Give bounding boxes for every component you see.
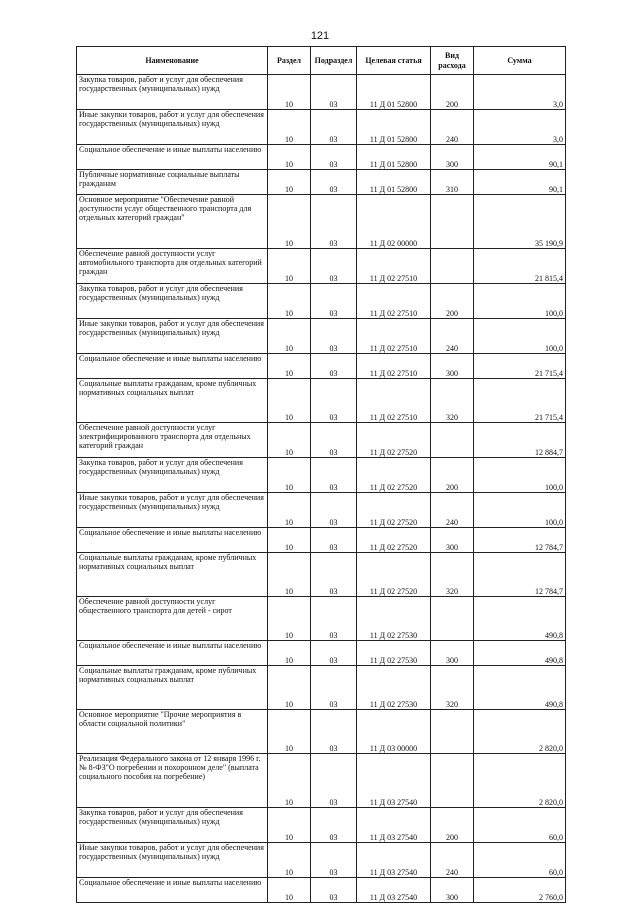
row-name: Закупка товаров, работ и услуг для обеспечения государственных (муниципальных) нужд (77, 284, 268, 319)
row-name: Социальное обеспечение и иные выплаты населению (77, 145, 268, 170)
row-sum: 100,0 (474, 319, 566, 354)
row-subsection: 03 (311, 170, 357, 195)
row-name: Закупка товаров, работ и услуг для обеспечения государственных (муниципальных) нужд (77, 808, 268, 843)
row-target: 11 Д 02 27530 (357, 597, 431, 641)
header-expense-type: Вид расхода (431, 47, 474, 75)
row-section: 10 (268, 597, 311, 641)
row-sum: 12 784,7 (474, 528, 566, 553)
row-section: 10 (268, 666, 311, 710)
table-row (77, 319, 566, 354)
row-sum: 21 815,4 (474, 249, 566, 284)
row-expense-type: 310 (431, 170, 474, 195)
row-section: 10 (268, 528, 311, 553)
row-target: 11 Д 02 27530 (357, 641, 431, 666)
row-expense-type (431, 597, 474, 641)
row-section: 10 (268, 145, 311, 170)
row-section: 10 (268, 553, 311, 597)
table-row (77, 195, 566, 249)
row-expense-type: 300 (431, 528, 474, 553)
row-name: Обеспечение равной доступности услуг автомобильного транспорта для отдельных категорий граждан (77, 249, 268, 284)
row-section: 10 (268, 641, 311, 666)
row-subsection: 03 (311, 493, 357, 528)
row-expense-type: 200 (431, 458, 474, 493)
row-sum: 490,8 (474, 666, 566, 710)
page-number: 121 (310, 30, 330, 42)
row-target: 11 Д 03 00000 (357, 710, 431, 754)
row-target: 11 Д 02 27520 (357, 528, 431, 553)
row-subsection: 03 (311, 843, 357, 878)
row-target: 11 Д 02 27520 (357, 493, 431, 528)
row-expense-type: 200 (431, 75, 474, 110)
row-sum: 2 820,0 (474, 754, 566, 808)
table-row (77, 249, 566, 284)
row-section: 10 (268, 319, 311, 354)
row-sum: 90,1 (474, 145, 566, 170)
row-subsection: 03 (311, 528, 357, 553)
row-subsection: 03 (311, 145, 357, 170)
row-name: Иные закупки товаров, работ и услуг для обеспечения государственных (муниципальных) нужд (77, 493, 268, 528)
row-subsection: 03 (311, 284, 357, 319)
header-section: Раздел (268, 47, 311, 75)
row-section: 10 (268, 493, 311, 528)
row-sum: 12 784,7 (474, 553, 566, 597)
row-subsection: 03 (311, 597, 357, 641)
table-row (77, 597, 566, 641)
row-target: 11 Д 01 52800 (357, 75, 431, 110)
row-sum: 2 760,0 (474, 878, 566, 903)
row-target: 11 Д 03 27540 (357, 754, 431, 808)
row-name: Социальные выплаты гражданам, кроме публичных нормативных социальных выплат (77, 379, 268, 423)
row-target: 11 Д 02 00000 (357, 195, 431, 249)
row-subsection: 03 (311, 458, 357, 493)
row-section: 10 (268, 170, 311, 195)
row-target: 11 Д 02 27530 (357, 666, 431, 710)
row-name: Основное мероприятие "Обеспечение равной доступности услуг общественного транспорта для отдельных категорий граждан" (77, 195, 268, 249)
row-subsection: 03 (311, 710, 357, 754)
row-sum: 21 715,4 (474, 379, 566, 423)
row-expense-type: 320 (431, 379, 474, 423)
row-expense-type: 300 (431, 145, 474, 170)
header-target: Целевая статья (357, 47, 431, 75)
row-subsection: 03 (311, 319, 357, 354)
row-subsection: 03 (311, 195, 357, 249)
table-row (77, 145, 566, 170)
row-name: Иные закупки товаров, работ и услуг для обеспечения государственных (муниципальных) нужд (77, 843, 268, 878)
row-section: 10 (268, 808, 311, 843)
row-subsection: 03 (311, 249, 357, 284)
row-subsection: 03 (311, 75, 357, 110)
table-row (77, 553, 566, 597)
row-subsection: 03 (311, 110, 357, 145)
row-sum: 90,1 (474, 170, 566, 195)
row-expense-type: 240 (431, 319, 474, 354)
row-target: 11 Д 01 52800 (357, 145, 431, 170)
row-name: Обеспечение равной доступности услуг общественного транспорта для детей - сирот (77, 597, 268, 641)
table-row (77, 354, 566, 379)
row-subsection: 03 (311, 423, 357, 458)
row-section: 10 (268, 195, 311, 249)
row-sum: 60,0 (474, 843, 566, 878)
table-row (77, 641, 566, 666)
row-section: 10 (268, 710, 311, 754)
row-name: Закупка товаров, работ и услуг для обеспечения государственных (муниципальных) нужд (77, 458, 268, 493)
table-row (77, 528, 566, 553)
row-section: 10 (268, 843, 311, 878)
row-name: Социальное обеспечение и иные выплаты населению (77, 528, 268, 553)
row-subsection: 03 (311, 754, 357, 808)
row-name: Иные закупки товаров, работ и услуг для обеспечения государственных (муниципальных) нужд (77, 110, 268, 145)
table-row (77, 284, 566, 319)
row-expense-type (431, 754, 474, 808)
row-target: 11 Д 02 27510 (357, 354, 431, 379)
row-sum: 490,8 (474, 597, 566, 641)
row-section: 10 (268, 423, 311, 458)
row-target: 11 Д 01 52800 (357, 170, 431, 195)
row-sum: 490,8 (474, 641, 566, 666)
row-target: 11 Д 03 27540 (357, 843, 431, 878)
row-expense-type: 300 (431, 354, 474, 379)
row-target: 11 Д 02 27520 (357, 423, 431, 458)
row-target: 11 Д 02 27520 (357, 458, 431, 493)
row-expense-type: 320 (431, 666, 474, 710)
row-expense-type: 240 (431, 110, 474, 145)
row-target: 11 Д 03 27540 (357, 808, 431, 843)
row-section: 10 (268, 754, 311, 808)
row-subsection: 03 (311, 641, 357, 666)
row-name: Социальное обеспечение и иные выплаты населению (77, 878, 268, 903)
row-expense-type (431, 710, 474, 754)
row-name: Основное мероприятие "Прочие мероприятия в области социальной политики" (77, 710, 268, 754)
table-row (77, 843, 566, 878)
table-row (77, 423, 566, 458)
row-target: 11 Д 02 27510 (357, 284, 431, 319)
row-subsection: 03 (311, 553, 357, 597)
row-sum: 21 715,4 (474, 354, 566, 379)
row-expense-type: 200 (431, 284, 474, 319)
row-sum: 100,0 (474, 493, 566, 528)
row-expense-type (431, 249, 474, 284)
row-name: Обеспечение равной доступности услуг электрифицированного транспорта для отдельных категорий граждан (77, 423, 268, 458)
row-target: 11 Д 02 27520 (357, 553, 431, 597)
row-expense-type: 300 (431, 641, 474, 666)
row-expense-type: 200 (431, 808, 474, 843)
header-sum: Сумма (474, 47, 566, 75)
row-sum: 3,0 (474, 110, 566, 145)
row-subsection: 03 (311, 878, 357, 903)
row-expense-type (431, 195, 474, 249)
table-row (77, 754, 566, 808)
row-section: 10 (268, 75, 311, 110)
header-subsection: Подраздел (311, 47, 357, 75)
row-subsection: 03 (311, 808, 357, 843)
table-row (77, 878, 566, 903)
row-section: 10 (268, 354, 311, 379)
table-row (77, 493, 566, 528)
table-row (77, 808, 566, 843)
row-section: 10 (268, 110, 311, 145)
table-row (77, 170, 566, 195)
row-sum: 100,0 (474, 458, 566, 493)
row-sum: 35 190,9 (474, 195, 566, 249)
row-expense-type: 320 (431, 553, 474, 597)
row-expense-type: 240 (431, 843, 474, 878)
row-sum: 12 884,7 (474, 423, 566, 458)
row-target: 11 Д 02 27510 (357, 249, 431, 284)
row-subsection: 03 (311, 666, 357, 710)
row-subsection: 03 (311, 379, 357, 423)
row-expense-type (431, 423, 474, 458)
row-section: 10 (268, 458, 311, 493)
table-row (77, 710, 566, 754)
table-row (77, 75, 566, 110)
row-subsection: 03 (311, 354, 357, 379)
row-name: Реализация Федерального закона от 12 января 1996 г. № 8-ФЗ"О погребении и похоронном деле" (выплата социального пособия на погребение) (77, 754, 268, 808)
row-target: 11 Д 02 27510 (357, 379, 431, 423)
budget-table (76, 46, 566, 903)
table-row (77, 666, 566, 710)
row-expense-type: 300 (431, 878, 474, 903)
row-sum: 60,0 (474, 808, 566, 843)
row-name: Социальные выплаты гражданам, кроме публичных нормативных социальных выплат (77, 553, 268, 597)
row-section: 10 (268, 249, 311, 284)
row-name: Социальное обеспечение и иные выплаты населению (77, 641, 268, 666)
row-name: Иные закупки товаров, работ и услуг для обеспечения государственных (муниципальных) нужд (77, 319, 268, 354)
row-name: Публичные нормативные социальные выплаты гражданам (77, 170, 268, 195)
row-name: Закупка товаров, работ и услуг для обеспечения государственных (муниципальных) нужд (77, 75, 268, 110)
row-section: 10 (268, 379, 311, 423)
row-name: Социальные выплаты гражданам, кроме публичных нормативных социальных выплат (77, 666, 268, 710)
table-row (77, 110, 566, 145)
row-sum: 2 820,0 (474, 710, 566, 754)
header-name: Наименование (77, 47, 268, 75)
row-section: 10 (268, 284, 311, 319)
row-sum: 100,0 (474, 284, 566, 319)
table-row (77, 379, 566, 423)
row-target: 11 Д 03 27540 (357, 878, 431, 903)
row-name: Социальное обеспечение и иные выплаты населению (77, 354, 268, 379)
row-section: 10 (268, 878, 311, 903)
row-target: 11 Д 02 27510 (357, 319, 431, 354)
row-sum: 3,0 (474, 75, 566, 110)
row-expense-type: 240 (431, 493, 474, 528)
table-header-row (77, 47, 566, 75)
table-row (77, 458, 566, 493)
row-target: 11 Д 01 52800 (357, 110, 431, 145)
